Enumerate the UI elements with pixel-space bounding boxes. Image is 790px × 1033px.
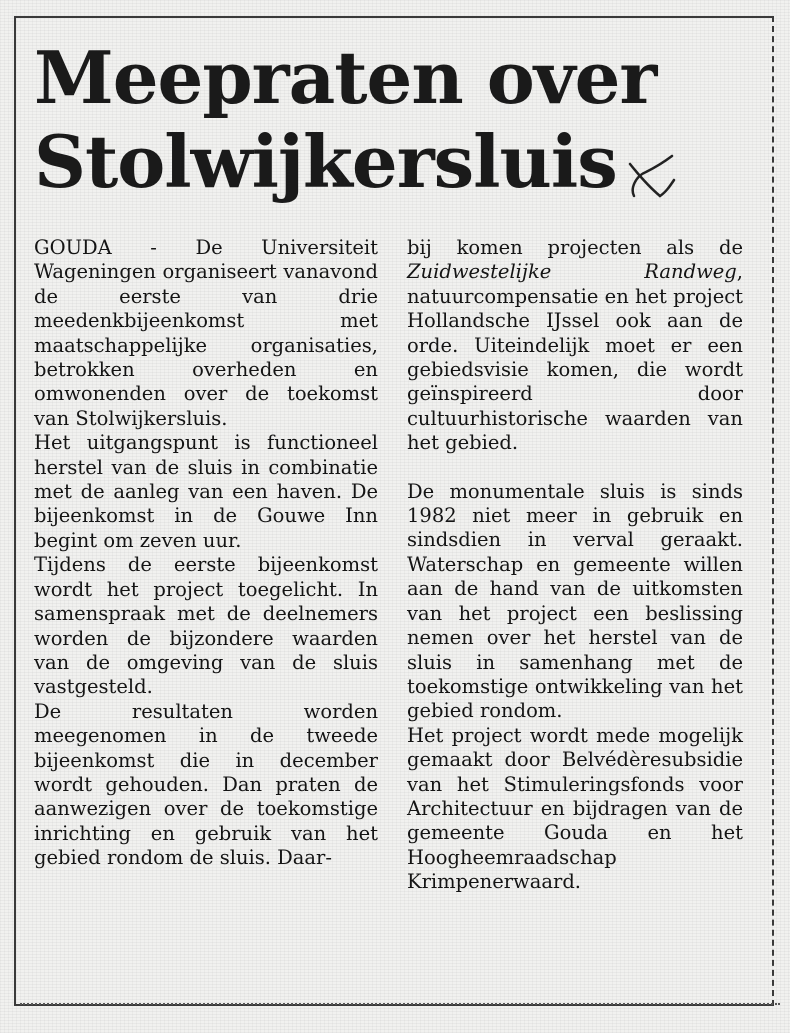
bottom-rule — [20, 1003, 780, 1009]
dateline: GOUDA — [34, 236, 112, 259]
paragraph-text: bij komen projecten als de — [407, 236, 743, 259]
paragraph: De monumentale sluis is sinds 1982 niet meer in gebruik en sindsdien in verval geraakt. Waterschap en gemeente willen aan de hand van de uitkomsten van het project een beslissing nemen over het herstel van de sluis in samenhang met de toekomstige ontwikkeling van het gebied rondom. — [407, 479, 743, 723]
paragraph-text: , natuurcompensatie en het project Hollandsche IJssel ook aan de orde. Uiteindelijk moet er een gebiedsvisie komen, die wordt geïnspireerd door cultuurhistorische waarden van het gebied. — [407, 260, 743, 455]
paragraph — [407, 236, 743, 456]
paragraph: Het uitgangspunt is functioneel herstel van de sluis in combinatie met de aanleg van een haven. De bijeenkomst in de Gouwe Inn begint om zeven uur. — [34, 431, 378, 552]
paragraph: Het project wordt mede mogelijk gemaakt door Belvédèresubsidie van het Stimuleringsfonds voor Architectuur en bijdragen van de gemeente Gouda en het Hoogheemraadschap Krimpenerwaard. — [407, 723, 743, 894]
paragraph: Tijdens de eerste bijeenkomst wordt het project toegelicht. In samenspraak met de deelnemers worden de bijzondere waarden van de omgeving van de sluis vastgesteld. — [34, 553, 378, 699]
paragraph — [34, 236, 378, 431]
paragraph-text: - De Universiteit Wageningen organiseert vanavond de eerste van drie meedenkbijeenkomst met maatschappelijke organisaties, betrokken overheden en omwonenden over de toekomst van Stolwijkersluis. — [34, 236, 378, 430]
headline-line-2: Stolwijkersluis — [34, 119, 617, 204]
handwritten-x-mark-icon — [624, 152, 680, 202]
article-column-left — [34, 236, 378, 871]
article-column-right — [407, 236, 743, 895]
headline-line-1: Meepraten over — [34, 35, 657, 120]
road-name: Zuidwestelijke Randweg — [407, 260, 737, 284]
paragraph: De resultaten worden meegenomen in de tweede bijeenkomst die in december wordt gehouden. Dan praten de aanwezigen over de toekomstige inrichting en gebruik van het gebied rondom de sluis. Daar- — [34, 699, 378, 870]
